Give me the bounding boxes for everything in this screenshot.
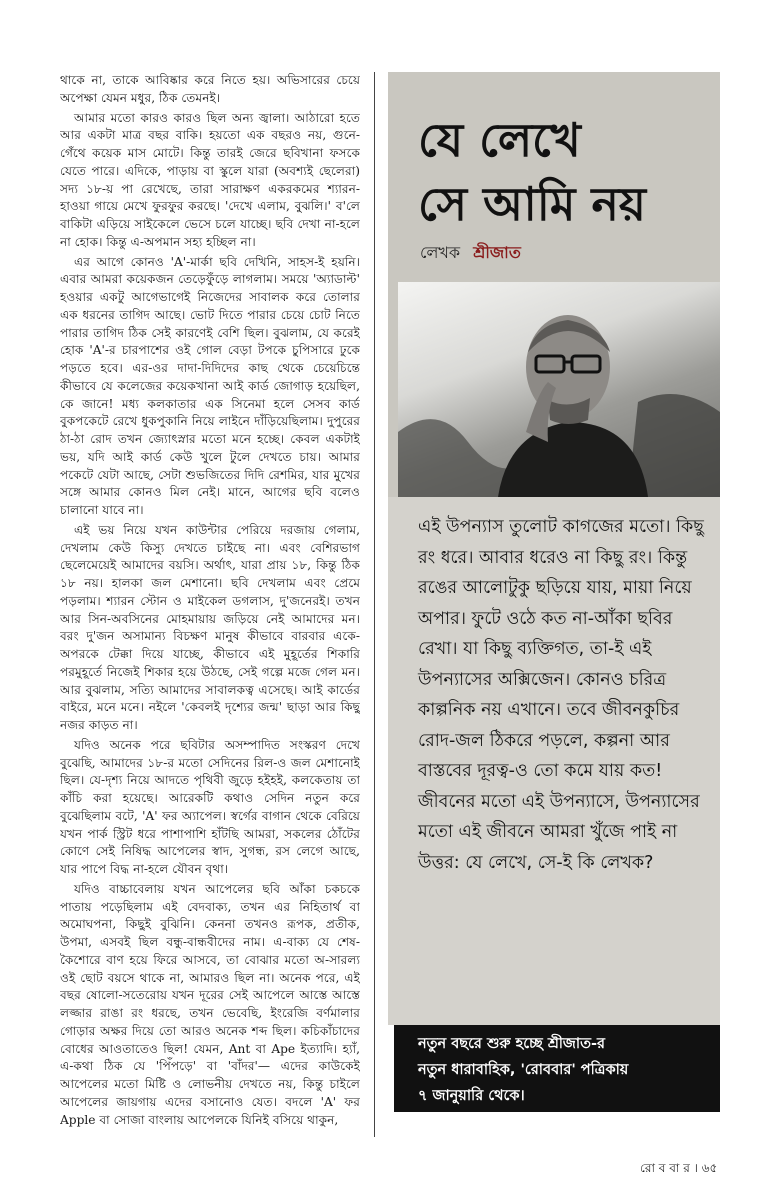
author-name: শ্রীজাত: [473, 243, 521, 262]
article-paragraph: এর আগে কোনও 'A'-মার্কা ছবি দেখিনি, সাহস-ই হয়নি। এবার আমরা কয়েকজন তেড়েফুঁড়ে লাগলাম। সময়ে 'অ্যাডাল্ট' হওয়ার একটু আগেভাগেই নিজেদের সাবালক করে তোলার এক ধরনের তাগিদ আছে। ভোট দিতে পারার চেয়ে চোট নিতে পারার তাগিদ ঠিক সেই কারণেই বেশি ছিল। বুঝলাম, যে করেই হোক 'A'-র চারপাশের ওই গোল বেড়া টপকে চুপিসারে ঢুকে পড়তে হবে। এর-ওর দাদা-দিদিদের কাছ থেকে চেয়েচিন্তে কীভাবে যে কলেজের কয়েকখানা আই কার্ড জোগাড় হয়েছিল, কে জানে! মধ্য কলকাতার এক সিনেমা হলে সেসব কার্ড বুকপকেটে রেখে ধুকপুকানি নিয়ে লাইনে দাঁড়িয়েছিলাম। দুপুরের ঠা-ঠা রোদ তখন জ্যোৎস্নার মতো মনে হচ্ছে। কেবল একটাই ভয়, যদি আই কার্ড কেউ খুলে টুলে দেখতে চায়। আমার পকেটে যেটা আছে, সেটা শুভজিতের দিদি রেশমির, যার মুখের সঙ্গে আমার কোনও মিল নেই। মানে, আগের ছবি বলেও চালানো যাবে না।: [60, 254, 360, 517]
page-folio: রো ব বা র । ৬৫: [640, 1161, 718, 1175]
article-body: [60, 72, 360, 1132]
byline-label: লেখক: [420, 243, 461, 262]
byline: [420, 240, 521, 267]
pull-quote: এই উপন্যাস তুলোট কাগজের মতো। কিছু রং ধরে। আবার ধরেও না কিছু রং। কিন্তু রঙের আলোটুকু ছড়িয়ে যায়, মায়া নিয়ে অপার। ফুটে ওঠে কত না-আঁকা ছবির রেখা। যা কিছু ব্যক্তিগত, তা-ই এই উপন্যাসের অক্সিজেন। কোনও চরিত্র কাল্পনিক নয় এখানে। তবে জীবনকুচির রোদ-জল ঠিকরে পড়লে, কল্পনা আর বাস্তবের দূরত্ব-ও তো কমে যায় কত! জীবনের মতো এই উপন্যাসে, উপন্যাসের মতো এই জীবনে আমরা খুঁজে পাই না উত্তর: যে লেখে, সে-ই কি লেখক?: [418, 517, 704, 873]
promo-line-2: নতুন ধারাবাহিক, 'রোববার' পত্রিকায়: [418, 1062, 629, 1078]
promo-banner: [394, 1025, 720, 1112]
feature-title-line-2: সে আমি নয়: [418, 177, 646, 231]
article-paragraph: যদিও অনেক পরে ছবিটার অসম্পাদিত সংস্করণ দেখে বুঝেছি, আমাদের ১৮-র মতো সেদিনের রিল-ও জল মেশানোই ছিল। যে-দৃশ্য নিয়ে আদতে পৃথিবী জুড়ে হইহই, কলকেতায় তা কাঁচি করা হয়েছে। আরেকটি কথাও সেদিন নতুন করে বুঝেছিলাম বটে, 'A' ফর অ্যাপেল। স্বর্গের বাগান থেকে বেরিয়ে যখন পার্ক স্ট্রিট ধরে পাশাপাশি হাঁটছি আমরা, সকলের ঠোঁটের কোণে সেই নিষিদ্ধ আপেলের স্বাদ, সুগন্ধ, রস লেগে আছে, যার পাপে বিদ্ধ না-হলে যৌবন বৃথা।: [60, 737, 360, 876]
author-photo: [398, 282, 720, 497]
article-paragraph: যদিও বাচ্চাবেলায় যখন আপেলের ছবি আঁকা চকচকে পাতায় পড়েছিলাম এই বেদবাক্য, তখন এর নিহিতার্থ বা অমোঘপনা, কিছুই বুঝিনি। কেননা তখনও রূপক, প্রতীক, উপমা, এসবই ছিল বন্ধু-বান্ধবীদের নাম। এ-বাক্য যে শেষ-কৈশোরে বাণ হয়ে ফিরে আসবে, তা বোঝার মতো অ-সারল্য ওই ছোট বয়সে থাকে না, আমারও ছিল না। অনেক পরে, এই বছর ষোলো-সতেরোয় যখন দূরের সেই আপেলে আস্তে আস্তে লজ্জার রাঙা রং ধরছে, তখন ভেবেছি, ইংরেজি বর্ণমালার গোড়ার অক্ষর দিয়ে তো আরও অনেক শব্দ ছিল। কচিকাঁচাদের বোধের আওতাতেও ছিল! যেমন, Ant বা Ape ইত্যাদি। হ্যাঁ, এ-কথা ঠিক যে 'পিঁপড়ে' বা 'বাঁদর'— এদের কাউকেই আপেলের মতো মিষ্টি ও লোভনীয় দেখতে নয়, কিন্তু চাইলে আপেলের জায়গায় এদের বসানোও যেত। বদলে 'A' ফর Apple বা সোজা বাংলায় আপেলকে যিনিই বসিয়ে থাকুন,: [60, 881, 360, 1127]
article-paragraph: আমার মতো কারও কারও ছিল অন্য জ্বালা। আঠারো হতে আর একটা মাত্র বছর বাকি। হয়তো এক বছরও নয়, গুনে-গেঁথে কয়েক মাস মোটে। কিন্তু তারই জেরে ছবিখানা ফসকে যেতে পারে। এদিকে, পাড়ায় বা স্কুলে যারা (অবশ্যই ছেলেরা) সদ্য ১৮-য় পা রেখেছে, তারা সারাক্ষণ একরকমের শ্যারন-হাওয়া গায়ে মেখে ফুরফুর করছে। 'দেখে এলাম, বুঝলি।' ব'লে বাকিটা এড়িয়ে সাইকেলে ভেসে চলে যাচ্ছে। ছবি দেখা না-হলে না হোক। কিন্তু এ-অপমান সহ্য হচ্ছিল না।: [60, 110, 360, 249]
promo-line-1: নতুন বছরে শুরু হচ্ছে শ্রীজাত-র: [418, 1036, 605, 1052]
article-paragraph: এই ভয় নিয়ে যখন কাউন্টার পেরিয়ে দরজায় গেলাম, দেখলাম কেউ কিস্যু দেখতে চাইছে না। এবং বেশিরভাগ ছেলেমেয়েই আমাদের বয়সি। অর্থাৎ, যারা প্রায় ১৮, কিন্তু ঠিক ১৮ নয়। হালকা জল মেশানো। ছবি দেখলাম এবং প্রেমে পড়লাম। শ্যারন স্টোন ও মাইকেল ডগলাস, দু'জনেরই। তখন আর সিন-অবসিনের মোহমায়ায় জড়িয়ে নেই আমাদের মন। বরং দু'জন অসামান্য বিচক্ষণ মানুষ কীভাবে বারবার একে-অপরকে টেক্কা দিয়ে যাচ্ছে, কীভাবে এই মুহূর্তের শিকারি পরমুহূর্তে নিজেই শিকার হয়ে উঠছে, সেই গল্পে মজে গেল মন। আর বুঝলাম, সত্যি আমাদের সাবালকত্ব এসেছে। আই কার্ডের বাইরে, মনে মনে। নইলে 'কেবলই দৃশ্যের জন্ম' ছাড়া আর কিছু নজর কাড়ত না।: [60, 522, 360, 732]
feature-title-line-1: যে লেখে: [418, 113, 581, 167]
article-paragraph: থাকে না, তাকে আবিষ্কার করে নিতে হয়। অভিসারের চেয়ে অপেক্ষা যেমন মধুর, ঠিক তেমনই।: [60, 73, 360, 105]
column-divider: [374, 72, 375, 1137]
promo-line-3: ৭ জানুয়ারি থেকে।: [418, 1088, 525, 1104]
author-portrait-illustration: [398, 282, 720, 497]
feature-title: [418, 108, 718, 236]
